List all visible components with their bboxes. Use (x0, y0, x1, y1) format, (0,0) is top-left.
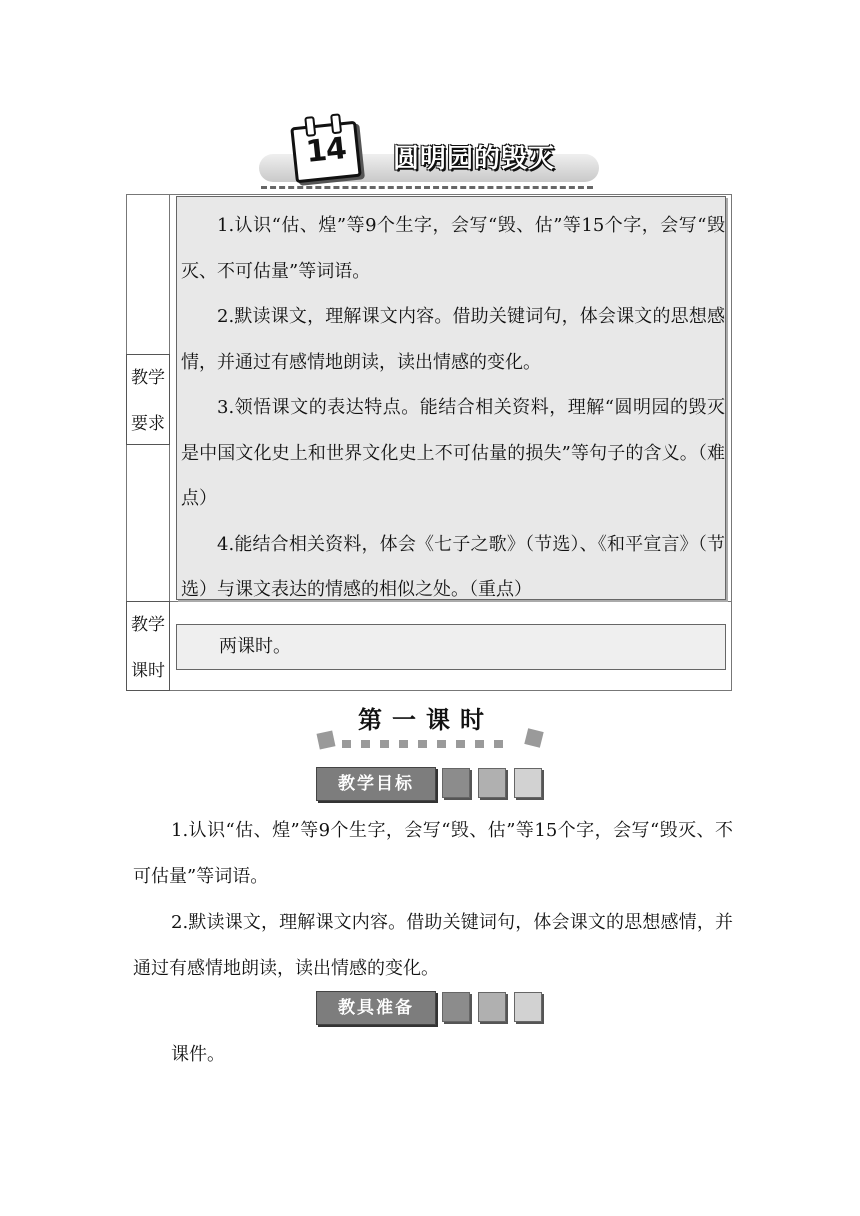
lesson-title: 圆明园的毁灭 (393, 144, 556, 174)
period-title: 第一课时 (358, 706, 494, 734)
objective-item: 2.默读课文，理解课文内容。借助关键词句，体会课文的思想感情，并通过有感情地朗读，读出情感的变化。 (133, 912, 733, 979)
hours-label (126, 601, 170, 691)
requirements-cell (176, 196, 726, 600)
materials-heading-label: 教具准备 (316, 991, 436, 1025)
rule-dot (475, 740, 484, 748)
objective-item: 1.认识“估、煌”等9个生字，会写“毁、估”等15个字，会写“毁灭、不可估量”等词语。 (133, 820, 733, 887)
decor-square (317, 731, 336, 750)
rule-dot (380, 740, 389, 748)
decor-square (478, 992, 506, 1022)
requirement-item: 1.认识“估、煌”等9个生字，会写“毁、估”等15个字，会写“毁灭、不可估量”等词语。 (181, 215, 725, 282)
banner-dashed-rule (261, 186, 593, 189)
rule-dot (361, 740, 370, 748)
requirements-label (126, 354, 170, 445)
rule-dot (437, 740, 446, 748)
hours-label-line: 课时 (131, 661, 165, 681)
decor-square (514, 768, 542, 798)
decor-square (514, 992, 542, 1022)
rule-dot (342, 740, 351, 748)
decor-square (524, 728, 543, 747)
decor-square (478, 768, 506, 798)
requirements-label-line: 要求 (131, 414, 165, 434)
requirements-label-line: 教学 (131, 368, 165, 388)
rule-dot (418, 740, 427, 748)
decor-square (442, 992, 470, 1022)
rule-dot (456, 740, 465, 748)
objectives-heading (316, 767, 546, 801)
rule-dot (399, 740, 408, 748)
requirement-item: 4.能结合相关资料，体会《七子之歌》（节选）、《和平宣言》（节选）与课文表达的情感的相似之处。（重点） (181, 533, 725, 600)
decor-square (442, 768, 470, 798)
materials-text: 课件。 (171, 1044, 225, 1065)
objectives-heading-label: 教学目标 (316, 767, 436, 801)
lesson-number: 14 (304, 131, 348, 170)
requirement-item: 2.默读课文，理解课文内容。借助关键词句，体会课文的思想感情，并通过有感情地朗读，读出情感的变化。 (181, 306, 725, 373)
materials-heading (316, 991, 546, 1025)
hours-label-line: 教学 (131, 615, 165, 635)
rule-dot (494, 740, 503, 748)
requirement-item: 3.领悟课文的表达特点。能结合相关资料，理解“圆明园的毁灭是中国文化史上和世界文化史上不可估量的损失”等句子的含义。（难点） (181, 397, 725, 509)
period-dotted-rule (338, 740, 518, 748)
calendar-icon (290, 121, 361, 184)
lesson-banner (255, 110, 605, 192)
hours-cell: 两课时。 (176, 624, 726, 670)
